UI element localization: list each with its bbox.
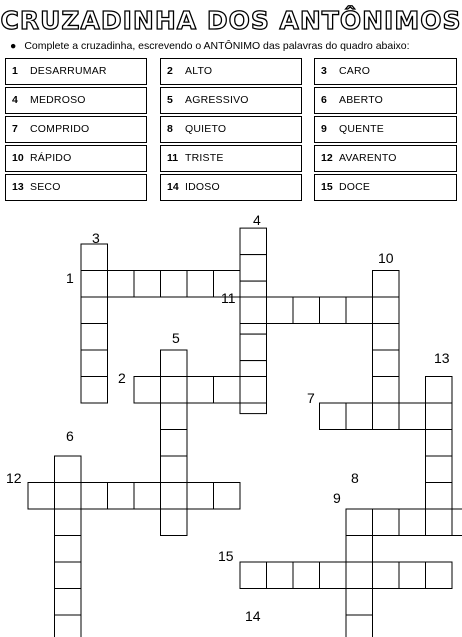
word-text: CARO <box>339 65 371 77</box>
crossword-cell[interactable] <box>426 483 453 510</box>
crossword-cell[interactable] <box>214 377 241 404</box>
crossword-cell[interactable] <box>267 297 294 324</box>
crossword-cell[interactable] <box>426 509 453 536</box>
word-number: 9 <box>321 123 327 135</box>
word-number: 13 <box>12 181 24 193</box>
crossword-cell[interactable] <box>346 589 373 616</box>
crossword-cell[interactable] <box>161 403 188 430</box>
clue-number: 5 <box>172 330 180 346</box>
crossword-cell[interactable] <box>81 271 108 298</box>
crossword-cell[interactable] <box>373 509 400 536</box>
clue-number: 9 <box>333 490 341 506</box>
crossword-cell[interactable] <box>240 228 267 255</box>
word-text: ABERTO <box>339 94 383 106</box>
crossword-cell[interactable] <box>81 244 108 271</box>
crossword-cell[interactable] <box>399 403 426 430</box>
clue-number: 3 <box>92 230 100 246</box>
crossword-cell[interactable] <box>55 562 82 589</box>
crossword-cell[interactable] <box>426 403 453 430</box>
crossword-cell[interactable] <box>293 562 320 589</box>
crossword-cell[interactable] <box>161 430 188 457</box>
crossword-cell[interactable] <box>108 271 135 298</box>
word-text: MEDROSO <box>30 94 86 106</box>
word-text: IDOSO <box>185 181 220 193</box>
title-text: CRUZADINHA DOS ANTÔNIMOS <box>0 6 462 35</box>
crossword-cell[interactable] <box>108 483 135 510</box>
crossword-cell[interactable] <box>426 430 453 457</box>
crossword-cell[interactable] <box>240 562 267 589</box>
crossword-cell[interactable] <box>346 403 373 430</box>
crossword-cell[interactable] <box>55 509 82 536</box>
crossword-cell[interactable] <box>187 271 214 298</box>
clue-number: 12 <box>6 470 22 486</box>
crossword-cell[interactable] <box>214 483 241 510</box>
word-text: QUENTE <box>339 123 384 135</box>
crossword-cell[interactable] <box>320 562 347 589</box>
clue-number: 10 <box>378 250 394 266</box>
crossword-cell[interactable] <box>346 297 373 324</box>
crossword-cell[interactable] <box>81 350 108 377</box>
crossword-cell[interactable] <box>81 324 108 351</box>
crossword-cell[interactable] <box>373 297 400 324</box>
crossword-cell[interactable] <box>373 403 400 430</box>
crossword-cell[interactable] <box>320 403 347 430</box>
crossword-cell[interactable] <box>346 562 373 589</box>
word-number: 4 <box>12 94 18 106</box>
word-number: 5 <box>167 94 173 106</box>
crossword-cell[interactable] <box>161 350 188 377</box>
crossword-cell[interactable] <box>267 562 294 589</box>
word-number: 6 <box>321 94 327 106</box>
word-number: 3 <box>321 65 327 77</box>
clue-number: 1 <box>66 270 74 286</box>
clue-number: 8 <box>351 470 359 486</box>
word-number: 10 <box>12 152 24 164</box>
crossword-cell[interactable] <box>320 297 347 324</box>
word-number: 14 <box>167 181 179 193</box>
crossword-cell[interactable] <box>293 297 320 324</box>
word-text: AVARENTO <box>339 152 397 164</box>
word-text: COMPRIDO <box>30 123 90 135</box>
crossword-cell[interactable] <box>161 377 188 404</box>
word-number: 8 <box>167 123 173 135</box>
word-text: TRISTE <box>185 152 224 164</box>
crossword-cell[interactable] <box>373 562 400 589</box>
crossword-cell[interactable] <box>373 271 400 298</box>
instruction-text: Complete a cruzadinha, escrevendo o ANTÔNIMO das palavras do quadro abaixo: <box>24 40 410 52</box>
crossword-cell[interactable] <box>373 377 400 404</box>
crossword-cell[interactable] <box>426 562 453 589</box>
clue-number: 4 <box>253 212 261 228</box>
crossword-cell[interactable] <box>134 271 161 298</box>
crossword-cell[interactable] <box>134 483 161 510</box>
crossword-cell[interactable] <box>134 377 161 404</box>
crossword-cell[interactable] <box>55 536 82 563</box>
word-text: DESARRUMAR <box>30 65 107 77</box>
word-number: 12 <box>321 152 333 164</box>
word-text: ALTO <box>185 65 213 77</box>
crossword-cell[interactable] <box>240 255 267 282</box>
crossword-cell[interactable] <box>399 509 426 536</box>
crossword-cell[interactable] <box>426 377 453 404</box>
word-text: SECO <box>30 181 61 193</box>
clue-number: 2 <box>118 370 126 386</box>
crossword-cell[interactable] <box>346 536 373 563</box>
crossword-cell[interactable] <box>373 324 400 351</box>
crossword-cell[interactable] <box>55 456 82 483</box>
crossword-cell[interactable] <box>346 615 373 637</box>
clue-number: 13 <box>434 350 450 366</box>
word-number: 15 <box>321 181 333 193</box>
crossword-cell[interactable] <box>187 377 214 404</box>
crossword-cell[interactable] <box>81 377 108 404</box>
clue-number: 15 <box>218 548 234 564</box>
crossword-cell[interactable] <box>28 483 55 510</box>
crossword-cell[interactable] <box>161 456 188 483</box>
crossword-cell[interactable] <box>426 456 453 483</box>
word-number: 7 <box>12 123 18 135</box>
crossword-cell[interactable] <box>161 483 188 510</box>
crossword-cell[interactable] <box>81 483 108 510</box>
crossword-cell[interactable] <box>240 334 267 361</box>
clue-number: 11 <box>221 290 236 306</box>
word-text: DOCE <box>339 181 371 193</box>
crossword-cell[interactable] <box>81 297 108 324</box>
crossword-cell[interactable] <box>452 509 462 536</box>
crossword-cell[interactable] <box>346 509 373 536</box>
crossword-cell[interactable] <box>240 297 267 324</box>
crossword-cell[interactable] <box>161 509 188 536</box>
crossword-cell[interactable] <box>373 350 400 377</box>
clue-number: 7 <box>307 390 315 406</box>
word-text: QUIETO <box>185 123 227 135</box>
clue-number: 14 <box>245 608 261 624</box>
crossword-cell[interactable] <box>240 377 267 404</box>
crossword-cell[interactable] <box>55 615 82 637</box>
word-text: AGRESSIVO <box>185 94 249 106</box>
crossword-cell[interactable] <box>161 271 188 298</box>
crossword-cell[interactable] <box>55 483 82 510</box>
word-number: 2 <box>167 65 173 77</box>
crossword-cell[interactable] <box>399 562 426 589</box>
clue-number: 6 <box>66 428 74 444</box>
word-number: 11 <box>167 152 179 164</box>
word-number: 1 <box>12 65 18 77</box>
bullet-icon: ● <box>10 40 17 52</box>
crossword-cell[interactable] <box>187 483 214 510</box>
word-text: RÁPIDO <box>30 152 72 164</box>
crossword-cell[interactable] <box>55 589 82 616</box>
